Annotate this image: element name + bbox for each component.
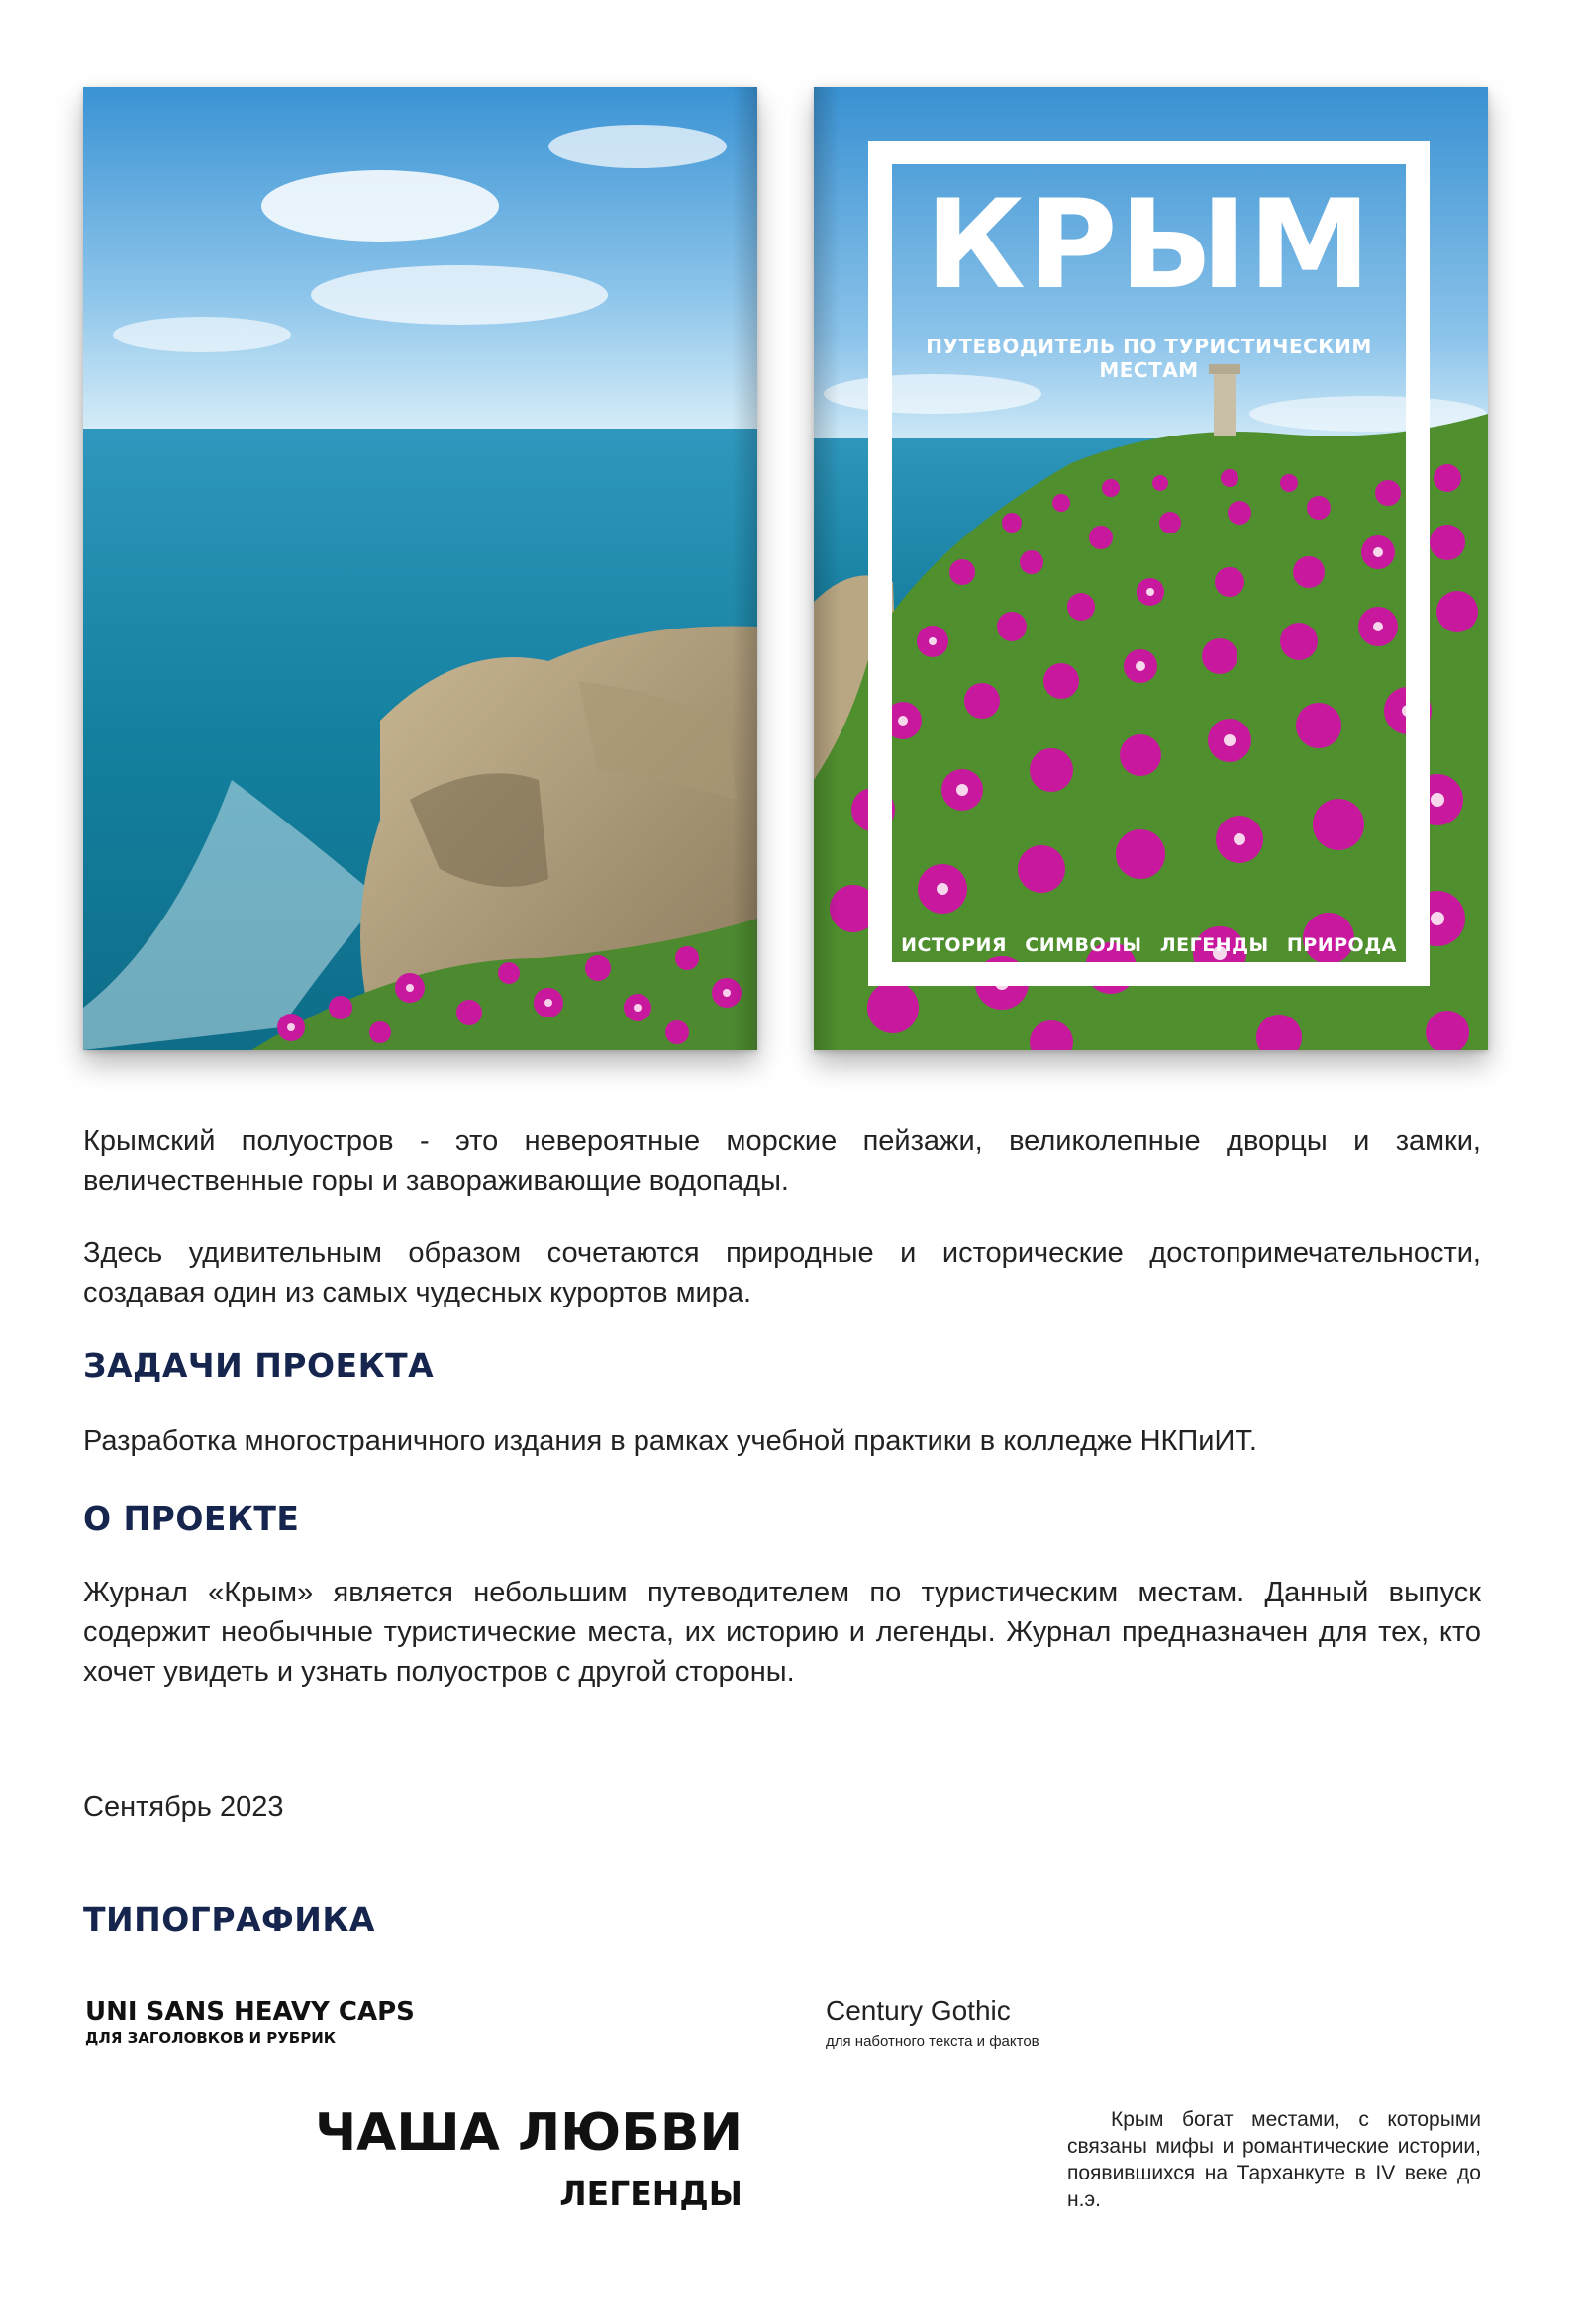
magazine-back-cover: [83, 87, 757, 1050]
sample-body-text: Крым богат местами, с которыми связаны мифы и романтические истории, появившихся на Тарханкуте в IV веке до н.э.: [1067, 2108, 1481, 2211]
rubric-nature: ПРИРОДА: [1286, 934, 1397, 956]
about-text: Журнал «Крым» является небольшим путеводителем по туристическим местам. Данный выпуск содержит необычные туристические места, их историю и легенды. Журнал предназначен для тех, кто хочет увидеть и узнать полуостров с другой стороны.: [83, 1577, 1481, 1688]
font-1-name: UNI SANS HEAVY CAPS: [85, 1997, 415, 2027]
tasks-text: Разработка многостраничного издания в рамках учебной практики в колледже НКПиИТ.: [83, 1425, 1257, 1457]
font-2-name: Century Gothic: [826, 1995, 1011, 2026]
spine-shadow: [814, 87, 840, 1050]
cover-title: КРЫМ: [925, 174, 1373, 317]
rubric-legends: ЛЕГЕНДЫ: [1159, 934, 1269, 956]
cover-subtitle: ПУТЕВОДИТЕЛЬ ПО ТУРИСТИЧЕСКИМ МЕСТАМ: [926, 335, 1372, 382]
sample-rubric: ЛЕГЕНДЫ: [559, 2175, 742, 2213]
font-1-usage: ДЛЯ ЗАГОЛОВКОВ И РУБРИК: [85, 2029, 337, 2047]
sea-cliff-photo: [83, 87, 757, 1050]
tasks-heading: ЗАДАЧИ ПРОЕКТА: [83, 1346, 435, 1385]
cover-frame: [868, 141, 1430, 986]
magazine-front-cover: [814, 87, 1488, 1050]
rubric-symbols: СИМВОЛЫ: [1025, 934, 1142, 956]
rubric-history: ИСТОРИЯ: [901, 934, 1008, 956]
typography-heading: ТИПОГРАФИКА: [83, 1900, 375, 1939]
font-2-usage: для наботного текста и фактов: [826, 2033, 1040, 2050]
intro-paragraph-1: Крымский полуостров - это невероятные морские пейзажи, великолепные дворцы и замки, величественные горы и завораживающие водопады.: [83, 1125, 1481, 1197]
about-heading: О ПРОЕКТЕ: [83, 1500, 300, 1538]
intro-paragraph-2: Здесь удивительным образом сочетаются природные и исторические достопримечательности, создавая один из самых чудесных курортов мира.: [83, 1237, 1481, 1308]
sample-title: ЧАША ЛЮБВИ: [315, 2103, 742, 2163]
date-text: Сентябрь 2023: [83, 1791, 284, 1823]
spine-shadow: [732, 87, 757, 1050]
cover-rubrics: [892, 934, 1406, 956]
